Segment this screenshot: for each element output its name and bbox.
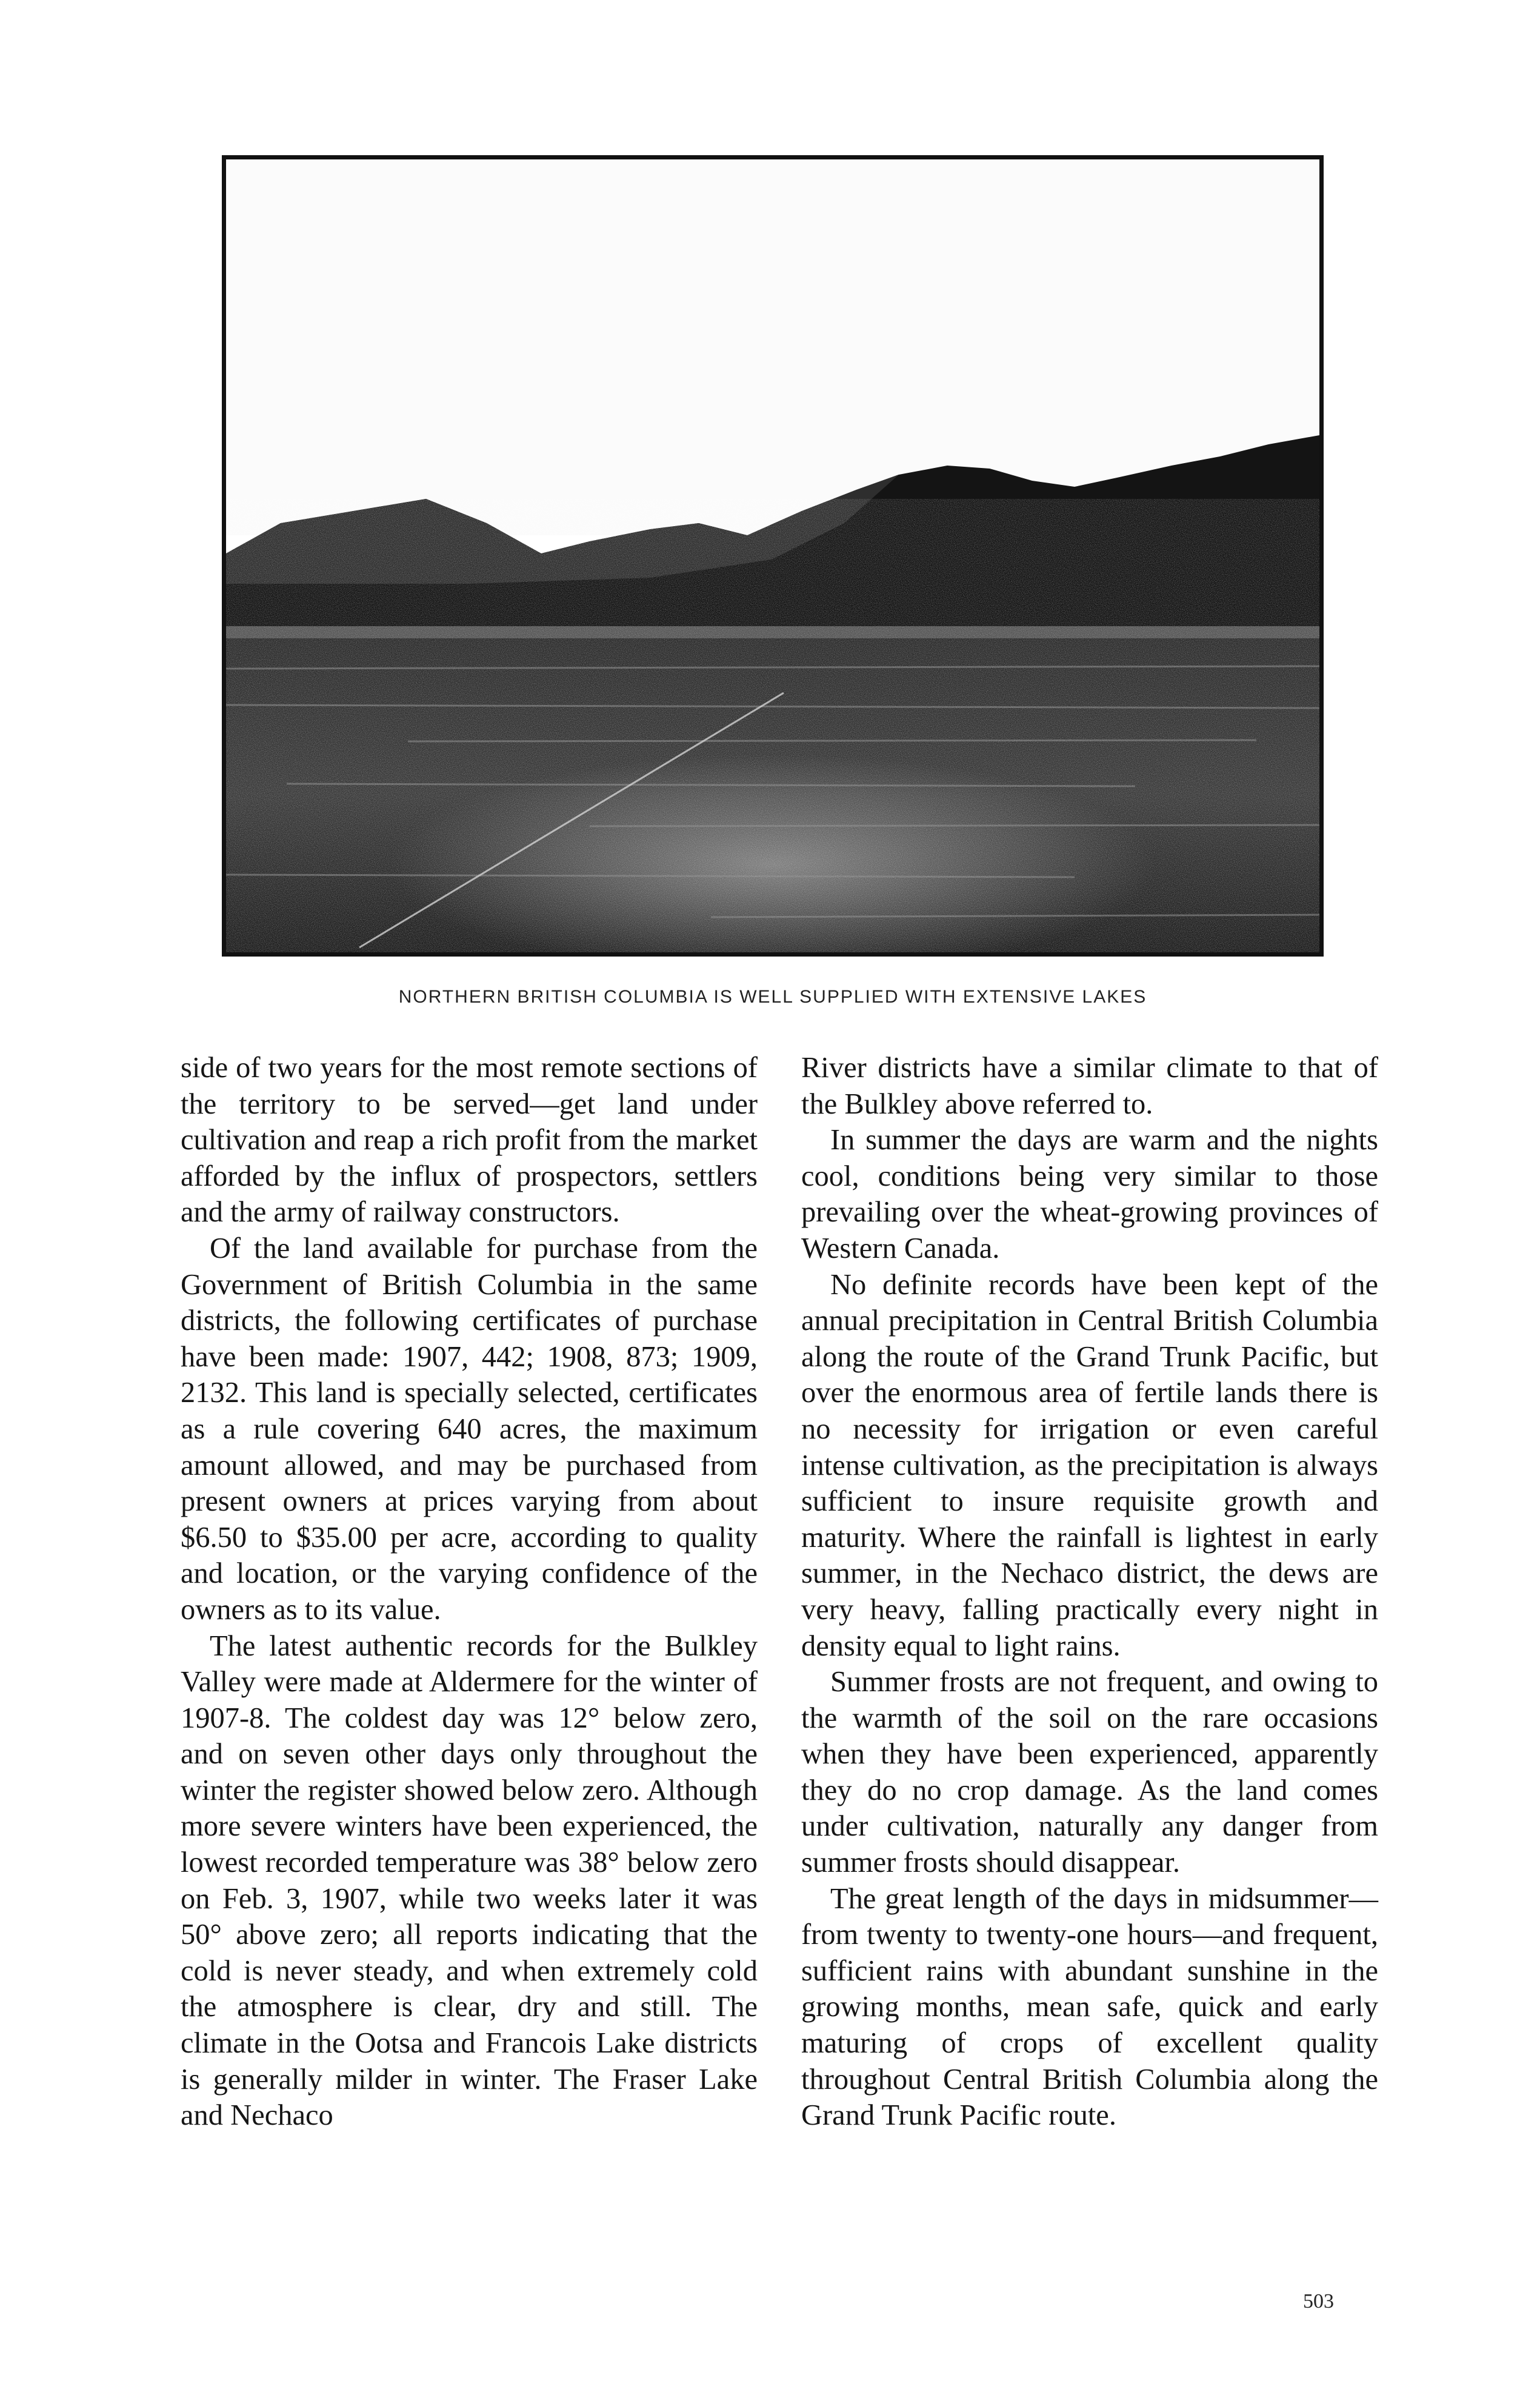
paragraph: River districts have a similar climate to that of the Bulkley above referred to. bbox=[801, 1052, 1378, 1120]
paragraph: No definite records have been kept of the annual precipitation in Central British Columbia along the route of the Grand Trunk Pacific, but over the enormous area of fertile lands there is no necessity for irrigation or even careful intense cultivation, as the precipitation is always sufficient to insure requisite growth and maturity. Where the rainfall is lightest in early summer, in the Nechaco district, the dews are very heavy, falling practically every night in density equal to light rains. bbox=[801, 1268, 1378, 1662]
right-text-column bbox=[801, 1050, 1378, 2134]
photo-caption: NORTHERN BRITISH COLUMBIA IS WELL SUPPLIED WITH EXTENSIVE LAKES bbox=[398, 987, 1147, 1007]
lake-mountain-photo-icon bbox=[226, 159, 1319, 952]
page-number: 503 bbox=[1303, 2290, 1334, 2313]
paragraph: side of two years for the most remote sections of the territory to be served—get land under cultivation and reap a rich profit from the market afforded by the influx of prospectors, settlers and the army of railway constructors. bbox=[181, 1052, 758, 1229]
paragraph: In summer the days are warm and the nights cool, conditions being very similar to those prevailing over the wheat-growing provinces of Western Canada. bbox=[801, 1124, 1378, 1264]
paragraph: Summer frosts are not frequent, and owing to the warmth of the soil on the rare occasions when they have been experienced, apparently they do no crop damage. As the land comes under cultivation, naturally any danger from summer frosts should disappear. bbox=[801, 1666, 1378, 1879]
paragraph: The great length of the days in midsummer—from twenty to twenty-one hours—and frequent, sufficient rains with abundant sunshine in the growing months, mean safe, quick and early maturing of crops of excellent quality throughout Central British Columbia along the Grand Trunk Pacific route. bbox=[801, 1882, 1378, 2132]
left-text-column bbox=[181, 1050, 758, 2134]
paragraph: Of the land available for purchase from the Government of British Columbia in the same districts, the following certificates of purchase have been made: 1907, 442; 1908, 873; 1909, 2132. This land is specially selected, certificates as a rule covering 640 acres, the maximum amount allowed, and may be purchased from present owners at prices varying from about $6.50 to $35.00 per acre, according to quality and location, or the varying confidence of the owners as to its value. bbox=[181, 1232, 758, 1626]
lake-photograph bbox=[222, 155, 1324, 957]
paragraph: The latest authentic records for the Bulkley Valley were made at Aldermere for the winter of 1907-8. The coldest day was 12° below zero, and on seven other days only throughout the winter the register showed below zero. Although more severe winters have been experienced, the lowest recorded temperature was 38° below zero on Feb. 3, 1907, while two weeks later it was 50° above zero; all reports indicating that the cold is never steady, and when extremely cold the atmosphere is clear, dry and still. The climate in the Ootsa and Francois Lake districts is generally milder in winter. The Fraser Lake and Nechaco bbox=[181, 1629, 758, 2132]
